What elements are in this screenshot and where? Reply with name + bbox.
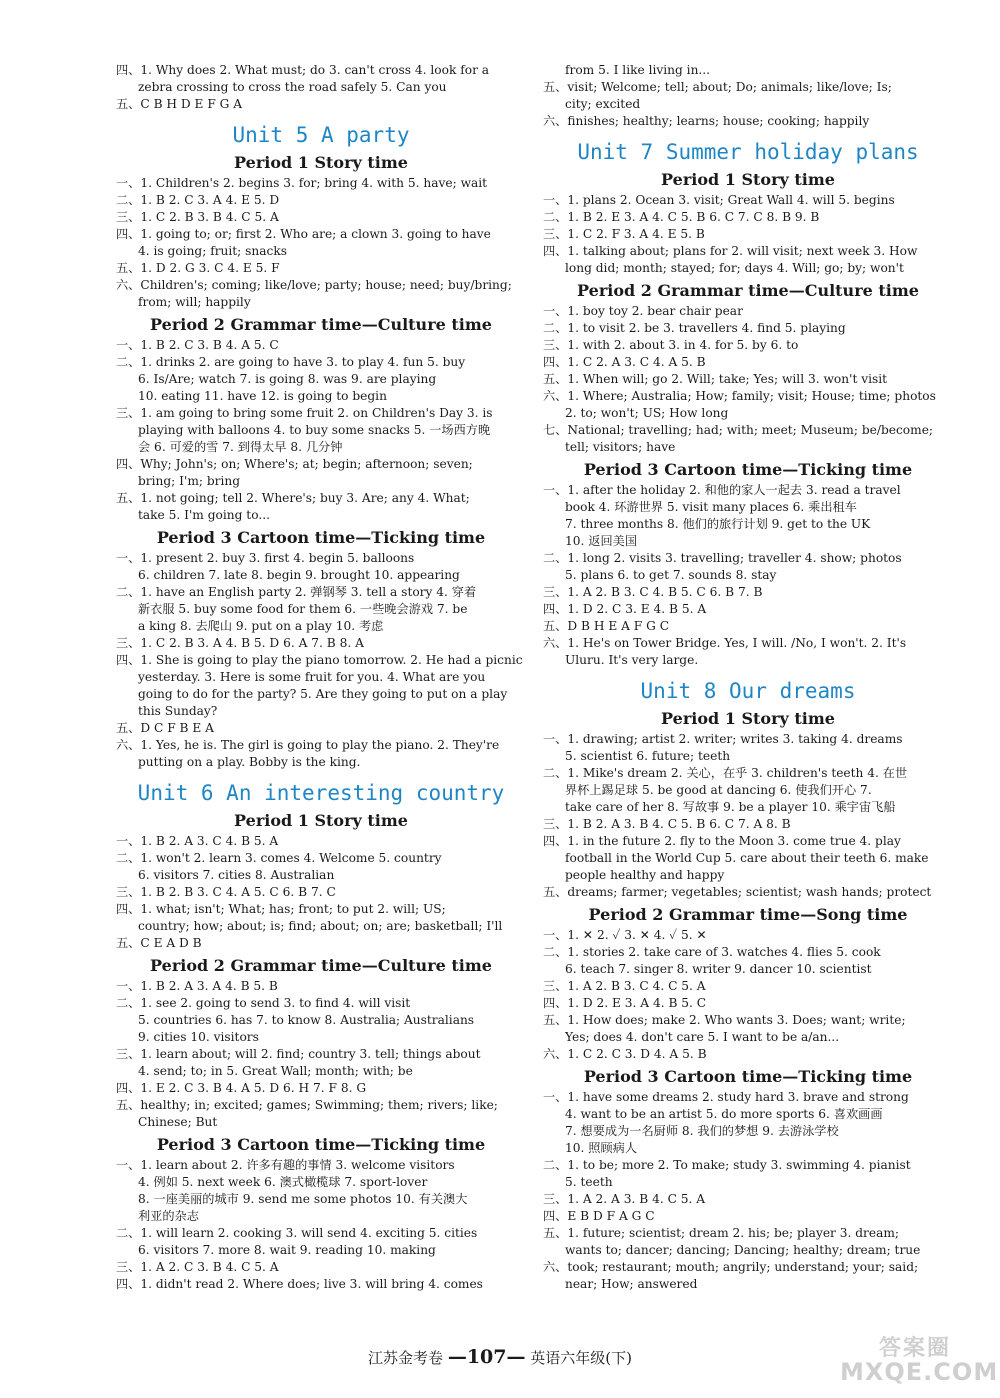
unit5-period2-title: Period 2 Grammar time—Culture time (150, 315, 492, 334)
answer-line: 四、1. E 2. C 3. B 4. A 5. D 6. H 7. F 8. G (116, 1081, 367, 1095)
answer-line: 一、1. B 2. A 3. C 4. B 5. A (116, 834, 279, 848)
answer-line: 二、1. stories 2. take care of 3. watches 4. flies 5. cook (543, 945, 881, 959)
unit8-period1-title: Period 1 Story time (661, 709, 835, 728)
answer-line: 6. Is/Are; watch 7. is going 8. was 9. are playing (138, 372, 437, 386)
answer-line: 利亚的杂志 (138, 1209, 199, 1223)
answer-line: 界杯上踢足球 5. be good at dancing 6. 使我们开心 7. (565, 783, 872, 797)
left-top-answers (116, 62, 526, 113)
answer-line: a king 8. 去爬山 9. put on a play 10. 考虑 (138, 619, 384, 633)
right-column (543, 62, 953, 1293)
answer-line: from 5. I like living in... (565, 63, 711, 77)
answer-line: 四、1. didn't read 2. Where does; live 3. will bring 4. comes (116, 1277, 483, 1291)
answer-line: 四、1. She is going to play the piano tomorrow. 2. He had a picnic (116, 653, 523, 667)
answer-line: take care of her 8. 写故事 9. be a player 10. 乘宇宙飞船 (565, 800, 896, 814)
answer-line: 三、1. C 2. F 3. A 4. E 5. B (543, 227, 705, 241)
watermark-logo-text: 答案圈 (878, 1336, 951, 1361)
unit7-period2-title: Period 2 Grammar time—Culture time (577, 281, 919, 300)
answer-line: 四、1. C 2. A 3. C 4. A 5. B (543, 355, 706, 369)
answer-line: 二、1. to visit 2. be 3. travellers 4. find 5. playing (543, 321, 846, 335)
answer-line: 五、D C F B E A (116, 721, 214, 735)
page-number: —107— (447, 1346, 526, 1368)
answer-line: 一、1. after the holiday 2. 和他的家人一起去 3. read a travel (543, 483, 901, 497)
answer-line: country; how; about; is; find; about; on; are; basketball; I'll (138, 919, 503, 933)
answer-line: 四、Why; John's; on; Where's; at; begin; afternoon; seven; (116, 457, 473, 471)
answer-line: 四、1. D 2. C 3. E 4. B 5. A (543, 602, 707, 616)
unit7-period3-title: Period 3 Cartoon time—Ticking time (583, 460, 913, 479)
unit7-title: Unit 7 Summer holiday plans (577, 140, 919, 164)
answer-line: 四、1. going to; or; first 2. Who are; a clown 3. going to have (116, 227, 491, 241)
answer-line: 二、1. B 2. E 3. A 4. C 5. B 6. C 7. C 8. B 9. B (543, 210, 820, 224)
answer-line: 三、1. learn about; will 2. find; country 3. tell; things about (116, 1047, 481, 1061)
footer-subject: 英语六年级(下) (530, 1349, 632, 1367)
answer-line: 五、1. D 2. G 3. C 4. E 5. F (116, 261, 280, 275)
answer-line: 六、1. C 2. C 3. D 4. A 5. B (543, 1047, 707, 1061)
answer-line: 六、finishes; healthy; learns; house; cooking; happily (543, 114, 870, 128)
answer-line: 5. countries 6. has 7. to know 8. Australia; Australians (138, 1013, 475, 1027)
answer-line: zebra crossing to cross the road safely 5. Can you (138, 80, 447, 94)
unit6-title: Unit 6 An interesting country (137, 781, 505, 805)
answer-line: 四、E B D F A G C (543, 1209, 655, 1223)
unit5-period1-answers (116, 175, 526, 311)
answer-line: 七、National; travelling; had; with; meet; Museum; be/become; (543, 423, 934, 437)
answer-line: 三、1. A 2. C 3. B 4. C 5. A (116, 1260, 279, 1274)
answer-line: 一、1. learn about 2. 许多有趣的事情 3. welcome visitors (116, 1158, 455, 1172)
unit8-period3-title: Period 3 Cartoon time—Ticking time (583, 1067, 913, 1086)
answer-line: 二、1. long 2. visits 3. travelling; traveller 4. show; photos (543, 551, 902, 565)
watermark-url: MXQE.COM (840, 1358, 999, 1386)
answer-line: Uluru. It's very large. (565, 653, 699, 667)
answer-line: going to do for the party? 5. Are they going to put on a play (138, 687, 508, 701)
answer-line: 六、Children's; coming; like/love; party; house; need; buy/bring; (116, 278, 512, 292)
answer-line: Chinese; But (138, 1115, 218, 1129)
answer-line: 6. teach 7. singer 8. writer 9. dancer 10. scientist (565, 962, 872, 976)
answer-line: 三、1. A 2. A 3. B 4. C 5. A (543, 1192, 706, 1206)
answer-line: 一、1. B 2. A 3. A 4. B 5. B (116, 979, 278, 993)
answer-line: 三、1. B 2. A 3. B 4. C 5. B 6. C 7. A 8. B (543, 817, 791, 831)
answer-line: city; excited (565, 97, 641, 111)
answer-line: 四、1. Why does 2. What must; do 3. can't cross 4. look for a (116, 63, 490, 77)
footer-book-title: 江苏金考卷 (368, 1349, 444, 1367)
answer-line: 三、1. with 2. about 3. in 4. for 5. by 6. to (543, 338, 799, 352)
answer-line: 五、visit; Welcome; tell; about; Do; animals; like/love; Is; (543, 80, 892, 94)
answer-line: 5. scientist 6. future; teeth (565, 749, 731, 763)
answer-line: 三、1. A 2. B 3. C 4. B 5. C 6. B 7. B (543, 585, 763, 599)
answer-line: 9. cities 10. visitors (138, 1030, 259, 1044)
answer-line: 六、1. Yes, he is. The girl is going to play the piano. 2. They're (116, 738, 500, 752)
unit5-title: Unit 5 A party (232, 123, 410, 147)
answer-line: 二、1. to be; more 2. To make; study 3. swimming 4. pianist (543, 1158, 911, 1172)
unit7-period1-title: Period 1 Story time (661, 170, 835, 189)
answer-line: 2. to; won't; US; How long (565, 406, 729, 420)
answer-line: 一、1. ✕ 2. ✓ 3. ✕ 4. ✓ 5. ✕ (543, 928, 707, 942)
answer-line: 三、1. am going to bring some fruit 2. on Children's Day 3. is (116, 406, 493, 420)
answer-line: 四、1. talking about; plans for 2. will visit; next week 3. How (543, 244, 918, 258)
answer-line: 五、C E A D B (116, 936, 202, 950)
answer-line: wants to; dancer; dancing; Dancing; healthy; dream; true (565, 1243, 921, 1257)
answer-line: Yes; does 4. don't care 5. I want to be a/an... (565, 1030, 840, 1044)
answer-line: 6. visitors 7. cities 8. Australian (138, 868, 335, 882)
answer-line: 二、1. Mike's dream 2. 关心，在乎 3. children's teeth 4. 在世 (543, 766, 908, 780)
answer-line: 四、1. D 2. E 3. A 4. B 5. C (543, 996, 707, 1010)
answer-line: 6. children 7. late 8. begin 9. brought 10. appearing (138, 568, 460, 582)
unit7-period1-answers (543, 192, 953, 277)
answer-line: 五、1. How does; make 2. Who wants 3. Does; want; write; (543, 1013, 906, 1027)
unit5-period3-title: Period 3 Cartoon time—Ticking time (156, 528, 486, 547)
unit6-period1-title: Period 1 Story time (234, 811, 408, 830)
answer-line: 10. 返回美国 (565, 534, 638, 548)
unit6-period3-answers (116, 1157, 526, 1293)
answer-line: 4. is going; fruit; snacks (138, 244, 287, 258)
answer-line: 10. 照顾病人 (565, 1141, 638, 1155)
unit8-period3-answers (543, 1089, 953, 1293)
answer-line: 一、1. present 2. buy 3. first 4. begin 5. balloons (116, 551, 415, 565)
right-top-answers (543, 62, 953, 130)
answer-line: 三、1. C 2. B 3. B 4. C 5. A (116, 210, 279, 224)
unit6-period2-answers (116, 978, 526, 1131)
answer-line: 10. eating 11. have 12. is going to begin (138, 389, 387, 403)
unit8-title: Unit 8 Our dreams (640, 679, 856, 703)
answer-line: 4. send; to; in 5. Great Wall; month; with; be (138, 1064, 413, 1078)
answer-line: 6. visitors 7. more 8. wait 9. reading 10. making (138, 1243, 436, 1257)
unit7-period3-answers (543, 482, 953, 669)
answer-line: 会 6. 可爱的雪 7. 到得太早 8. 几分钟 (138, 440, 343, 454)
answer-line: 新衣服 5. buy some food for them 6. 一些晚会游戏 7. be (138, 602, 468, 616)
answer-line: 六、1. He's on Tower Bridge. Yes, I will. /No, I won't. 2. It's (543, 636, 907, 650)
answer-line: 一、1. have some dreams 2. study hard 3. brave and strong (543, 1090, 909, 1104)
unit8-period2-answers (543, 927, 953, 1063)
unit6-period1-answers (116, 833, 526, 952)
answer-line: 四、1. in the future 2. fly to the Moon 3. come true 4. play (543, 834, 901, 848)
answer-line: 7. three months 8. 他们的旅行计划 9. get to the UK (565, 517, 871, 531)
answer-line: 三、1. B 2. B 3. C 4. A 5. C 6. B 7. C (116, 885, 336, 899)
unit8-period1-answers (543, 731, 953, 901)
unit5-period3-answers (116, 550, 526, 771)
answer-line: 三、1. A 2. B 3. C 4. C 5. A (543, 979, 706, 993)
answer-line: 五、dreams; farmer; vegetables; scientist; wash hands; protect (543, 885, 932, 899)
answer-line: 六、1. Where; Australia; How; family; visit; House; time; photos (543, 389, 936, 403)
answer-line: tell; visitors; have (565, 440, 676, 454)
site-watermark (840, 1336, 999, 1394)
answer-line: bring; I'm; bring (138, 474, 241, 488)
answer-line: playing with balloons 4. to buy some snacks 5. 一场西方晚 (138, 423, 491, 437)
answer-line: people healthy and happy (565, 868, 725, 882)
answer-line: near; How; answered (565, 1277, 698, 1291)
answer-line: from; will; happily (138, 295, 251, 309)
answer-line: 五、D B H E A F G C (543, 619, 670, 633)
answer-line: take 5. I'm going to... (138, 508, 270, 522)
answer-line: 五、1. not going; tell 2. Where's; buy 3. Are; any 4. What; (116, 491, 470, 505)
answer-line: 一、1. Children's 2. begins 3. for; bring 4. with 5. have; wait (116, 176, 488, 190)
answer-line: 5. plans 6. to get 7. sounds 8. stay (565, 568, 777, 582)
answer-line: 5. teeth (565, 1175, 613, 1189)
answer-line: putting on a play. Bobby is the king. (138, 755, 361, 769)
left-column (116, 62, 526, 1293)
answer-line: yesterday. 3. Here is some fruit for you. 4. What are you (138, 670, 486, 684)
answer-line: long did; month; stayed; for; days 4. Will; go; by; won't (565, 261, 904, 275)
answer-line: 三、1. C 2. B 3. A 4. B 5. D 6. A 7. B 8. A (116, 636, 364, 650)
answer-line: 一、1. plans 2. Ocean 3. visit; Great Wall 4. will 5. begins (543, 193, 895, 207)
answer-line: 六、took; restaurant; mouth; angrily; understand; your; said; (543, 1260, 919, 1274)
answer-line: 7. 想要成为一名厨师 8. 我们的梦想 9. 去游泳学校 (565, 1124, 839, 1138)
answer-line: 五、1. When will; go 2. Will; take; Yes; will 3. won't visit (543, 372, 888, 386)
answer-line: 五、healthy; in; excited; games; Swimming; them; rivers; like; (116, 1098, 498, 1112)
answer-line: this Sunday? (138, 704, 218, 718)
answer-line: 一、1. drawing; artist 2. writer; writes 3. taking 4. dreams (543, 732, 903, 746)
answer-line: 一、1. boy toy 2. bear chair pear (543, 304, 743, 318)
unit7-period2-answers (543, 303, 953, 456)
answer-line: 4. want to be an artist 5. do more sports 6. 喜欢画画 (565, 1107, 883, 1121)
unit6-period3-title: Period 3 Cartoon time—Ticking time (156, 1135, 486, 1154)
answer-line: 五、1. future; scientist; dream 2. his; be; player 3. dream; (543, 1226, 900, 1240)
unit5-period2-answers (116, 337, 526, 524)
answer-line: 二、1. drinks 2. are going to have 3. to play 4. fun 5. buy (116, 355, 466, 369)
answer-line: 二、1. will learn 2. cooking 3. will send 4. exciting 5. cities (116, 1226, 478, 1240)
answer-line: 五、C B H D E F G A (116, 97, 243, 111)
answer-line: 一、1. B 2. C 3. B 4. A 5. C (116, 338, 279, 352)
answer-line: book 4. 环游世界 5. visit many places 6. 乘出租车 (565, 500, 857, 514)
answer-line: 8. 一座美丽的城市 9. send me some photos 10. 有关澳大 (138, 1192, 468, 1206)
answer-line: 4. 例如 5. next week 6. 澳式橄榄球 7. sport-lover (138, 1175, 428, 1189)
answer-line: 二、1. B 2. C 3. A 4. E 5. D (116, 193, 280, 207)
answer-line: 四、1. what; isn't; What; has; front; to put 2. will; US; (116, 902, 446, 916)
unit6-period2-title: Period 2 Grammar time—Culture time (150, 956, 492, 975)
answer-line: football in the World Cup 5. care about their teeth 6. make (565, 851, 929, 865)
answer-line: 二、1. have an English party 2. 弹钢琴 3. tell a story 4. 穿着 (116, 585, 477, 599)
unit8-period2-title: Period 2 Grammar time—Song time (588, 905, 908, 924)
answer-line: 二、1. see 2. going to send 3. to find 4. will visit (116, 996, 411, 1010)
answer-line: 二、1. won't 2. learn 3. comes 4. Welcome 5. country (116, 851, 442, 865)
unit5-period1-title: Period 1 Story time (234, 153, 408, 172)
